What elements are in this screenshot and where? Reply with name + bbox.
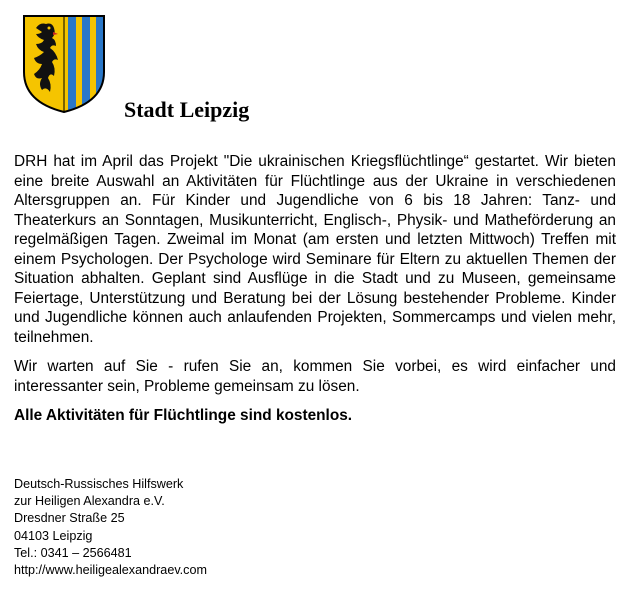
website-link[interactable]: http://www.heiligealexandraev.com xyxy=(14,563,207,578)
main-text xyxy=(14,152,616,436)
phone-number: Tel.: 0341 – 2566481 xyxy=(14,545,132,560)
postal-city: 04103 Leipzig xyxy=(14,528,93,543)
contact-block xyxy=(14,476,207,579)
intro-paragraph: DRH hat im April das Projekt "Die ukrainischen Kriegsflüchtlinge“ gestartet. Wir bieten eine breite Auswahl an Aktivitäten für Flüchtlinge aus der Ukraine in verschiedenen Altersgruppen an. Für Kinder und Jugendliche von 6 bis 18 Jahren: Tanz- und Theaterkurs an Sonntagen, Musikunterricht, Englisch-, Physik- und Matheförderung an regelmäßigen Tagen. Zweimal im Monat (am ersten und letzten Mittwoch) Treffen mit einem Psychologen. Der Psychologe wird Seminare für Eltern zu aktuellen Themen der Situation abhalten. Geplant sind Ausflüge in die Stadt und zu Museen, gemeinsame Feiertage, Unterstützung und Beratung bei der Lösung bestehender Probleme. Kinder und Jugendliche können auch anlaufenden Projekten, Sommercamps und vielen mehr, teilnehmen. xyxy=(14,153,616,346)
invitation-paragraph: Wir warten auf Sie - rufen Sie an, kommen Sie vorbei, es wird einfacher und interessanter sein, Probleme gemeinsam zu lösen. xyxy=(14,358,616,395)
street-address: Dresdner Straße 25 xyxy=(14,511,125,526)
organization-name-line2: zur Heiligen Alexandra e.V. xyxy=(14,494,165,509)
organization-name: Deutsch-Russisches Hilfswerk xyxy=(14,477,184,491)
free-notice: Alle Aktivitäten für Flüchtlinge sind kostenlos. xyxy=(14,407,353,424)
leipzig-coat-of-arms-icon xyxy=(22,14,106,114)
page-title: Stadt Leipzig xyxy=(124,97,250,122)
